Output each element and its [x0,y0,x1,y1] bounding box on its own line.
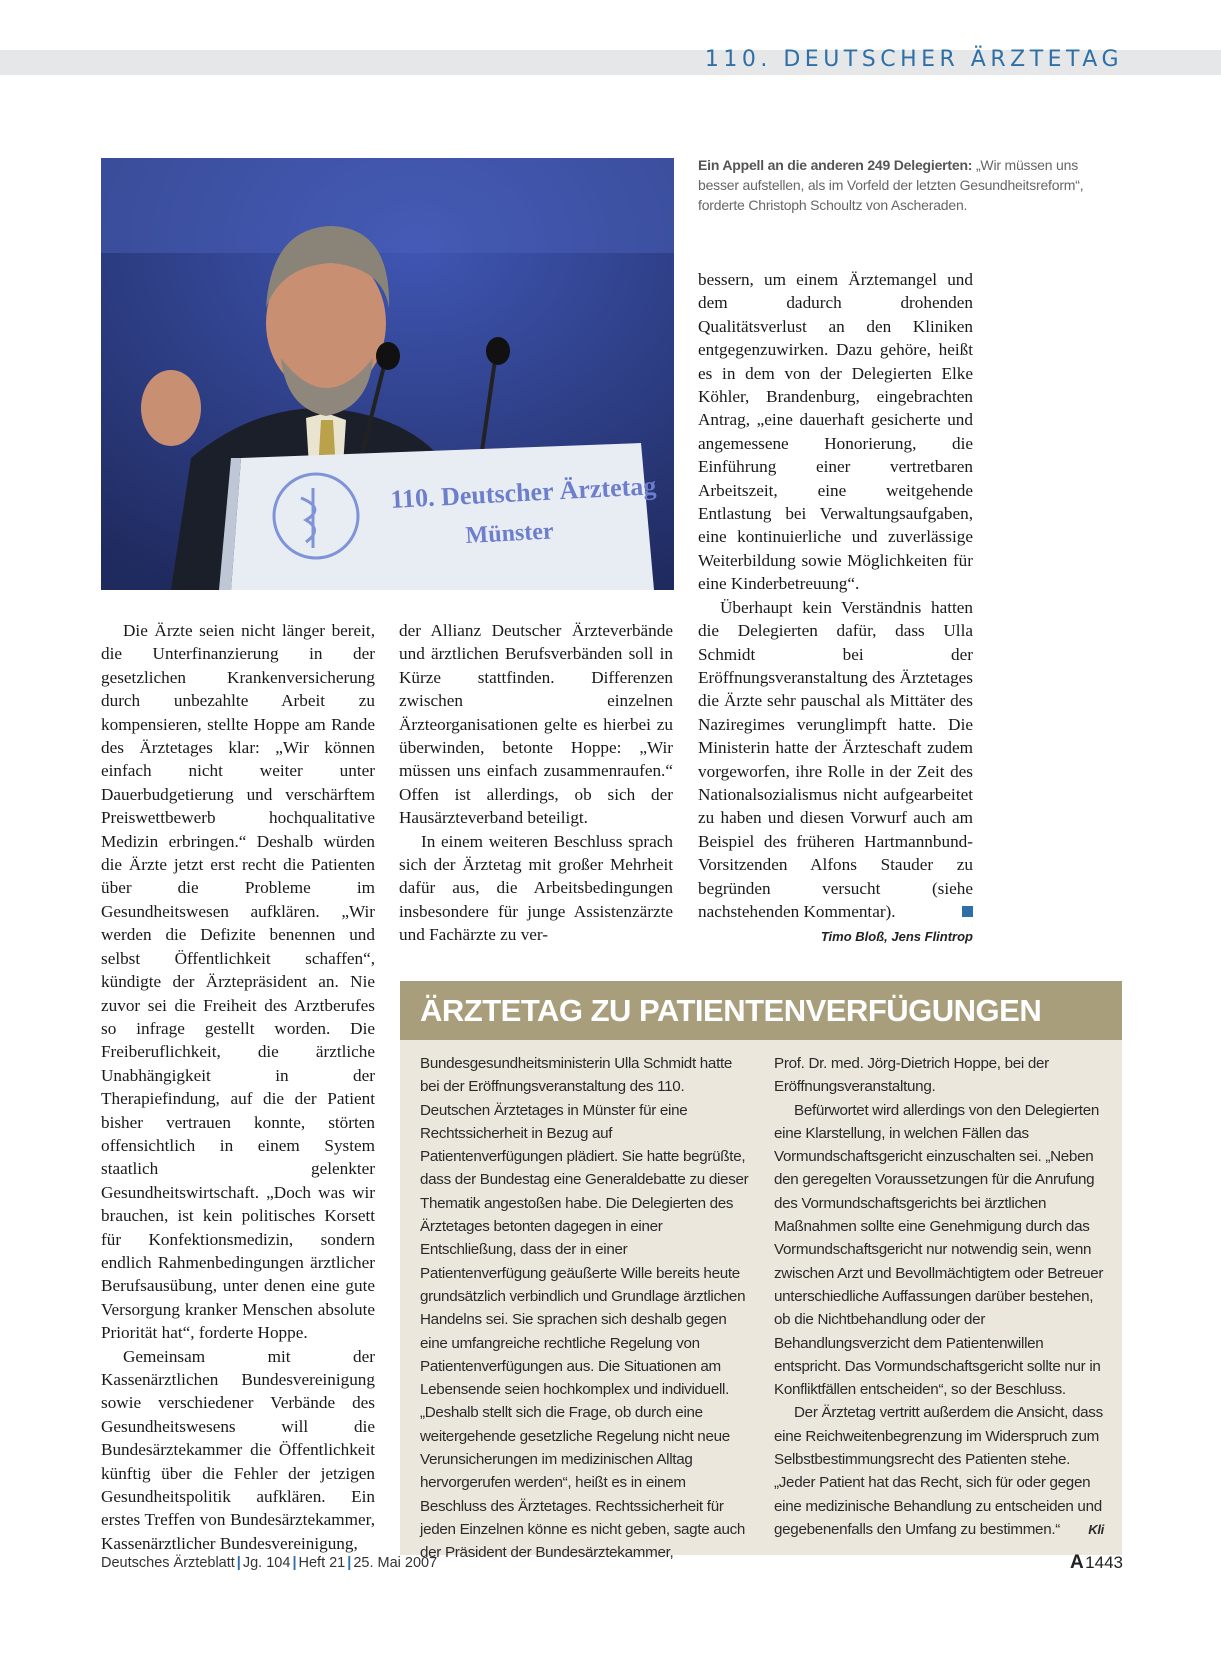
page-prefix: A [1070,1552,1084,1573]
podium-text-line1: 110. Deutscher Ärztetag [389,471,657,514]
article-byline: Timo Bloß, Jens Flintrop [820,929,973,945]
footer-citation: Deutsches Ärzteblatt | Jg. 104 | Heft 21 | 25. Mai 2007 [101,1555,438,1571]
caption-lead: Ein Appell an die anderen 249 Delegierten: [698,157,973,173]
info-box-title: ÄRZTETAG ZU PATIENTENVERFÜGUNGEN [400,981,1122,1040]
section-title: 110. DEUTSCHER ÄRZTETAG [704,47,1123,72]
article-paragraph: In einem weiteren Beschluss sprach sich der Ärztetag mit großer Mehrheit dafür aus, die Arbeitsbedingungen insbesondere für junge Assistenzärzte und Fachärzte zu ver- [399,831,673,945]
caption-text: „Wir müssen uns besser aufstellen, als im Vorfeld der letzten Gesundheitsreform“, forderte Christoph Schoultz von Ascheraden. [698,157,1084,213]
info-box-paragraph: Befürwortet wird allerdings von den Delegierten eine Klarstellung, in welchen Fällen das Vormundschaftsgericht einzuschalten sei. „Neben den geregelten Voraussetzungen für die Anrufung des Vormundschaftsgerichts bei ärztlichen Maßnahmen sollte eine Genehmigung durch das Vormundschaftsgericht nur notwendig sein, wenn zwischen Arzt und Bevollmächtigtem oder Betreuer unterschiedliche Auffassungen darüber bestehen, ob die Nichtbehandlung oder der Behandlungsverzicht dem Patientenwillen entspricht. Das Vormundschaftsgericht sollte nur in Konfliktfällen entscheiden“, so der Beschluss. [774,1101,1104,1399]
podium-text-line2: Münster [464,518,555,549]
speaker-photo [101,158,674,590]
article-paragraph-text: Überhaupt kein Verständnis hatten die Delegierten dafür, dass Ulla Schmidt bei der Eröffnungsveranstaltung des Ärztetages die Ärzte sehr pauschal als Mittäter des Naziregimes verunglimpft hatte. Die Ministerin hatte der Ärzteschaft zudem vorgeworfen, ihre Rolle in der Zeit des Nationalsozialismus nicht aufgearbeitet zu haben und diesen Vorwurf auch am Beispiel des früheren Hartmannbund-Vorsitzenden Alfons Stauder zu begründen versucht (siehe nachstehenden Kommentar). [698,597,973,921]
info-box [400,981,1122,1562]
article-end-mark [962,906,973,917]
footer-volume: Jg. 104 [242,1555,291,1571]
footer-issue: Heft 21 [298,1555,346,1571]
article-paragraph [698,596,973,924]
info-box-column-1 [420,1052,750,1565]
article-paragraph: bessern, um einem Ärztemangel und dem dadurch drohenden Qualitätsverlust an den Kliniken entgegenzuwirken. Dazu gehöre, heißt es in dem von der Delegierten Elke Köhler, Brandenburg, eingebrachten Antrag, „eine dauerhaft gesicherte und angemessene Honorierung, die Einführung einer vertretbaren Arbeitszeit, eine weitgehende Entlastung bei Verwaltungsaufgaben, eine kontinuierliche und zuverlässige Weiterbildung sowie Möglichkeiten für eine Kinderbetreuung“. [698,270,973,594]
info-box-signature: Kli [1088,1521,1104,1537]
article-column-3 [698,268,973,949]
article-column-1 [101,619,375,1555]
info-box-column-2 [774,1052,1104,1541]
info-box-paragraph: Prof. Dr. med. Jörg-Dietrich Hoppe, bei der Eröffnungsveranstaltung. [774,1055,1049,1096]
page-number-value: 1443 [1085,1553,1123,1572]
article-paragraph: Die Ärzte seien nicht länger bereit, die Unterfinanzierung in der gesetzlichen Krankenversicherung durch unbezahlte Arbeit zu kompensieren, stellte Hoppe am Rande des Ärztetages klar: „Wir können einfach nicht weiter unter Dauerbudgetierung und verschärftem Preiswettbewerb hochqualitative Medizin erbringen.“ Deshalb würden die Ärzte jetzt erst recht die Patienten über die Probleme im Gesundheitswesen aufklären. „Wir werden die Defizite benennen und selbst Öffentlichkeit schaffen“, kündigte der Ärztepräsident an. Nie zuvor sei die Freiheit des Arztberufes so infrage gestellt worden. Die Freiberuflichkeit, die ärztliche Unabhängigkeit in der Therapiefindung, auf die der Patient bisher vertrauen konnte, störten offensichtlich in einem System staatlich gelenkter Gesundheitswirtschaft. „Doch was wir brauchen, ist kein politisches Korsett für Konfektionsmedizin, sondern endlich Rahmenbedingungen ärztlicher Berufsausübung, unter denen eine gute Versorgung kranker Menschen absolute Priorität hat“, forderte Hoppe. [101,621,375,1343]
footer-date: 25. Mai 2007 [353,1555,438,1571]
article-column-2 [399,619,673,947]
article-paragraph: der Allianz Deutscher Ärzteverbände und ärztlichen Berufsverbänden soll in Kürze stattfinden. Differenzen zwischen einzelnen Ärzteorganisationen gelte es hierbei zu überwinden, betonte Hoppe: „Wir müssen uns einfach zusammenraufen.“ Offen ist allerdings, ob sich der Hausärzteverband beteiligt. [399,621,673,828]
photo-caption [698,155,1100,215]
footer-journal: Deutsches Ärzteblatt [101,1555,235,1571]
info-box-paragraph [774,1401,1104,1541]
info-box-paragraph-text: Der Ärztetag vertritt außerdem die Ansicht, dass eine Reichweitenbegrenzung im Widerspruch zum Selbstbestimmungsrecht des Patienten stehe. „Jeder Patient hat das Recht, sich für oder gegen eine medizinische Behandlung zu entscheiden und gegebenenfalls den Umfang zu bestimmen.“ [774,1404,1103,1538]
page-number [1070,1552,1123,1574]
info-box-paragraph: Bundesgesundheitsministerin Ulla Schmidt hatte bei der Eröffnungsveranstaltung des 110. Deutschen Ärztetages in Münster für eine Rechtssicherheit in Bezug auf Patientenverfügungen plädiert. Sie hatte begrüßte, dass der Bundestag eine Generaldebatte zu dieser Thematik angestoßen habe. Die Delegierten des Ärztetages betonten dagegen in einer Entschließung, dass der in einer Patientenverfügung geäußerte Wille bereits heute grundsätzlich verbindlich und Grundlage ärztlichen Handelns sei. Sie sprachen sich deshalb gegen eine umfangreiche rechtliche Regelung von Patientenverfügungen aus. Die Situationen am Lebensende seien hochkomplex und individuell. „Deshalb stellt sich die Frage, ob durch eine weitergehende gesetzliche Regelung nicht neue Verunsicherungen im medizinischen Alltag hervorgerufen werden“, heißt es in einem Beschluss des Ärztetages. Rechtssicherheit für jeden Einzelnen könne es nicht geben, sagte auch der Präsident der Bundesärztekammer, [420,1055,749,1562]
article-paragraph: Gemeinsam mit der Kassenärztlichen Bundesvereinigung sowie verschiedener Verbände des Gesundheitswesens will die Bundesärztekammer die Öffentlichkeit künftig über die Fehler der jetzigen Gesundheitspolitik aufklären. Ein erstes Treffen von Bundesärztekammer, Kassenärztlicher Bundesvereinigung, [101,1346,375,1553]
